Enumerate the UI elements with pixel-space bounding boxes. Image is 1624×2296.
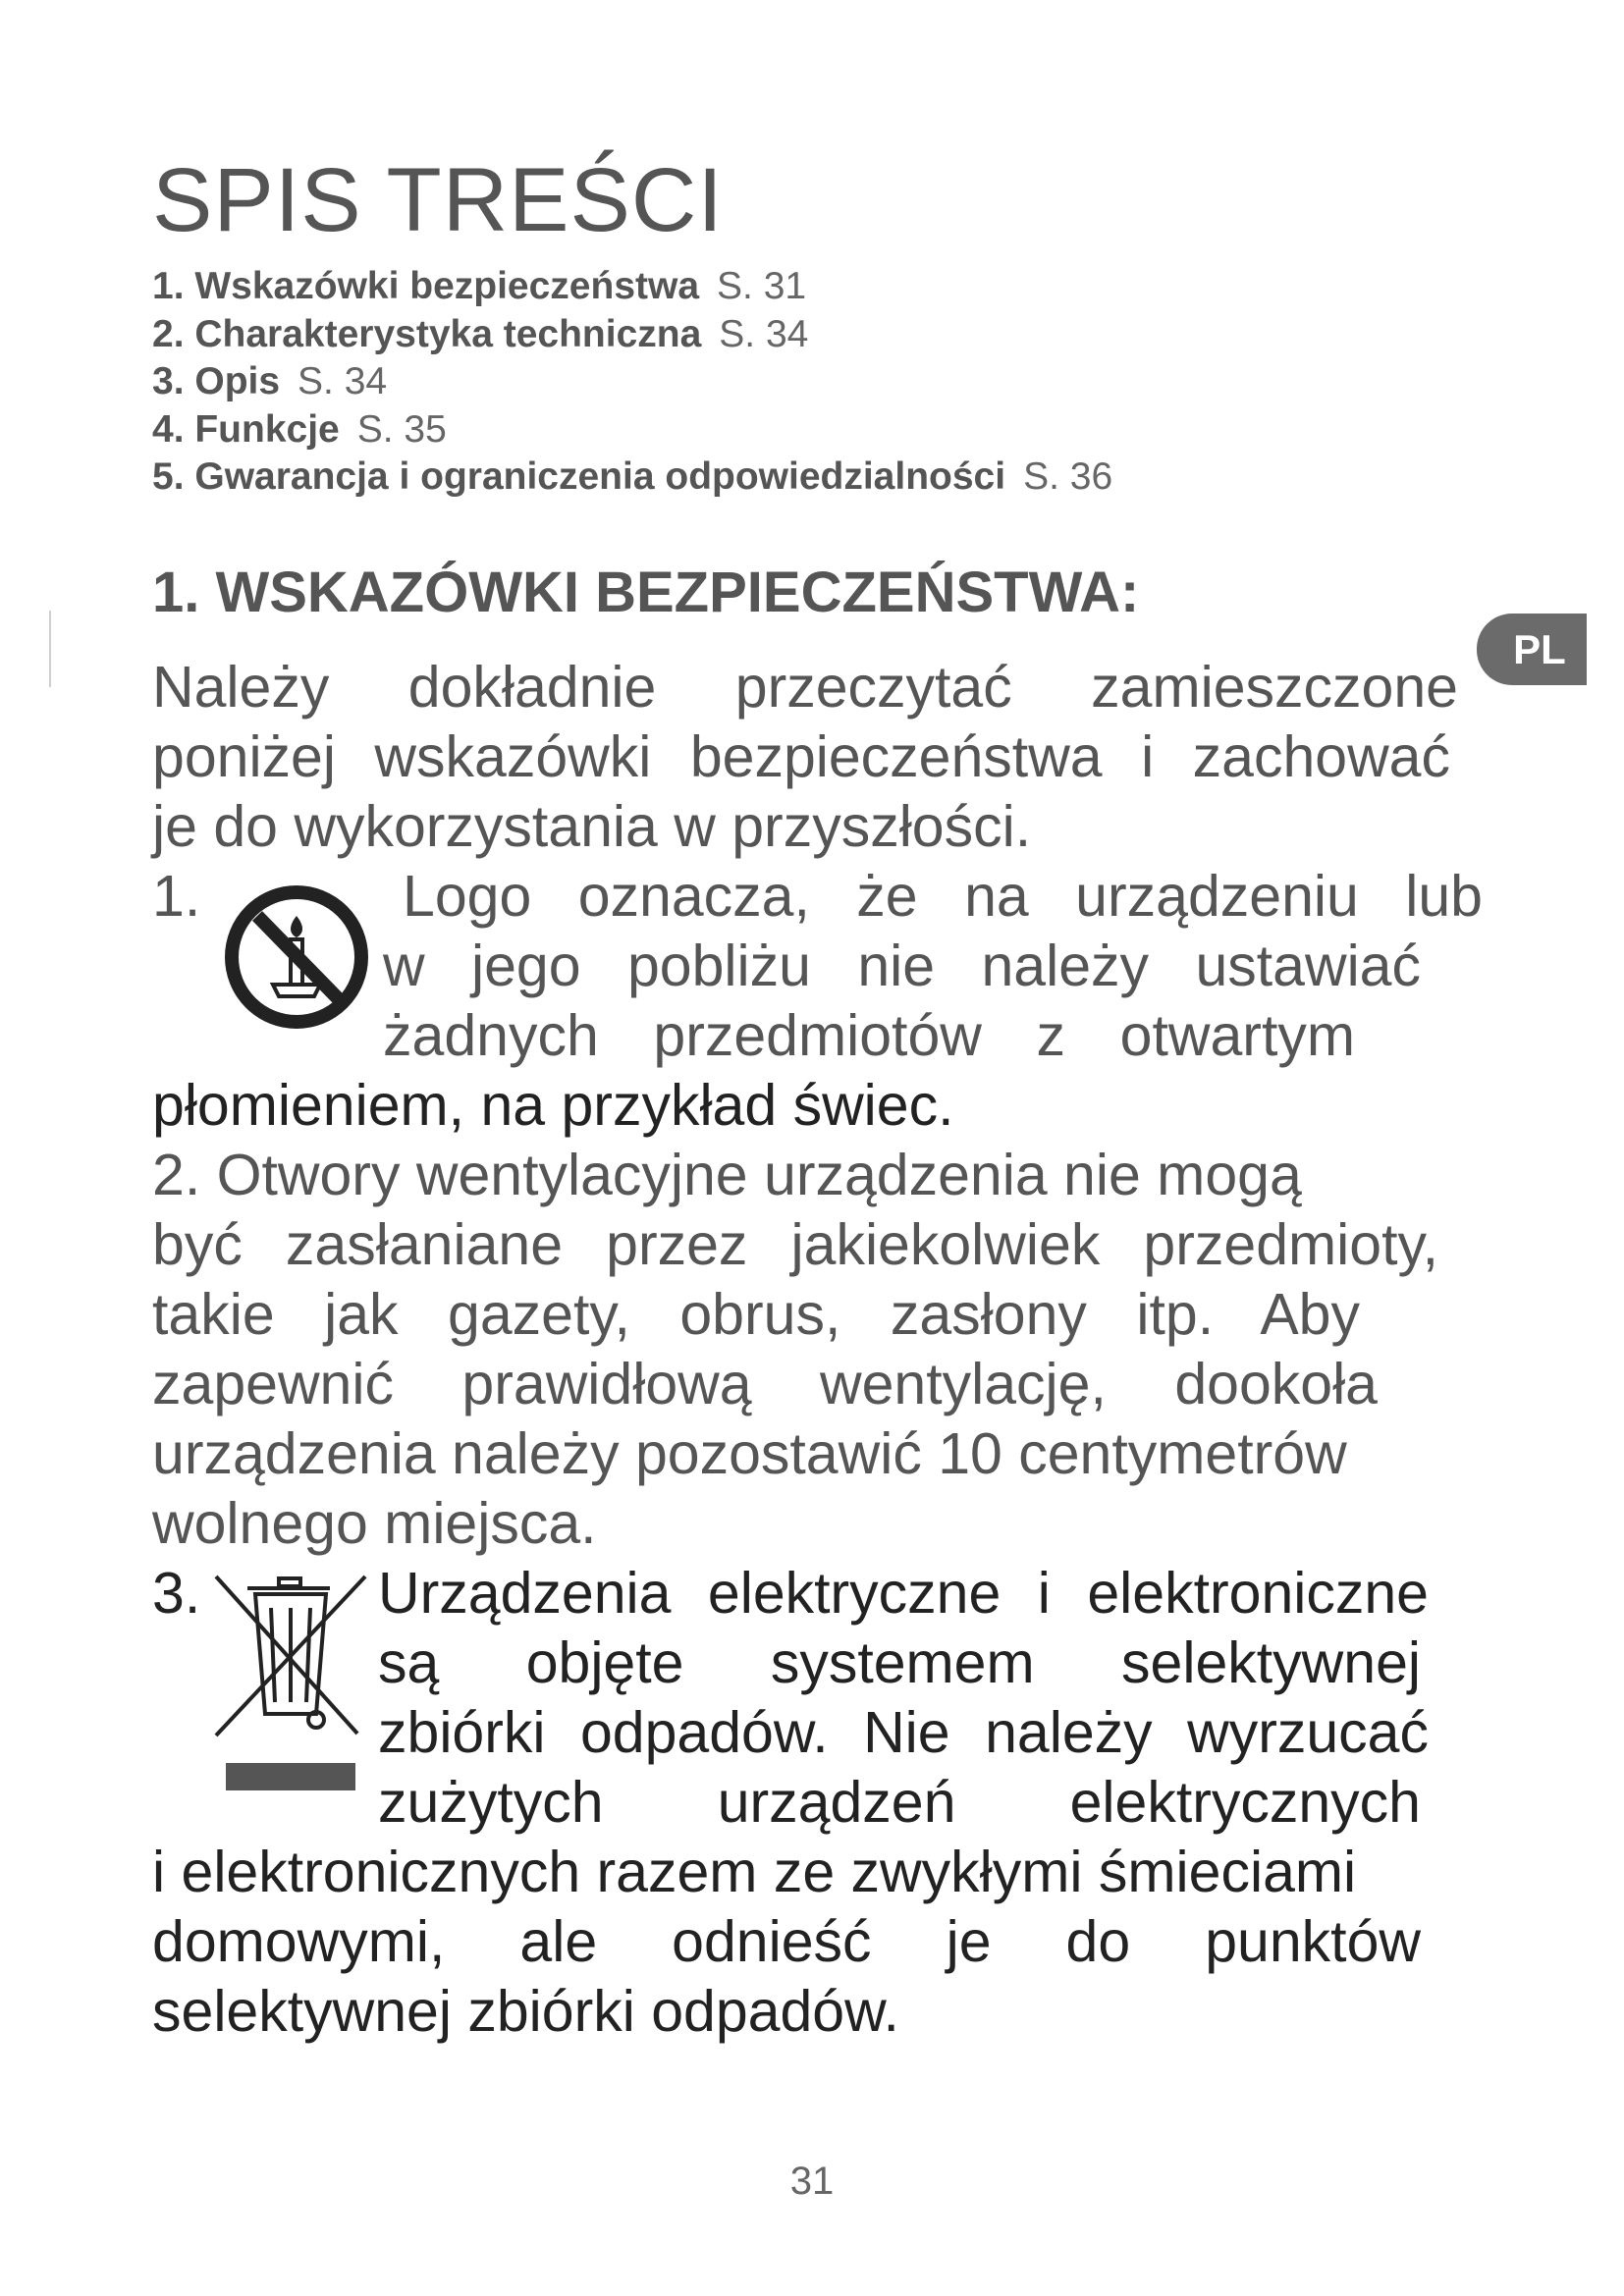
intro-line: je do wykorzystania w przyszłości. (152, 794, 1032, 859)
toc-item-page: S. 36 (1023, 455, 1113, 498)
item3-line: i elektronicznych razem ze zwykłymi śmieciami (152, 1840, 1357, 1904)
item2-line: urządzenia należy pozostawić 10 centymetrów (152, 1421, 1347, 1486)
toc-item-page: S. 31 (717, 265, 807, 307)
toc-item-page: S. 35 (356, 407, 447, 451)
toc-item[interactable] (152, 454, 1112, 502)
item3-line: zbiórki odpadów. Nie należy wyrzucać (378, 1700, 1429, 1765)
item2-line-wrap (152, 1280, 1360, 1350)
crossed-out-wheelie-bin-icon (208, 1569, 373, 1802)
item3-line: Urządzenia elektryczne i elektroniczne (378, 1561, 1429, 1626)
item2-line: zapewnić prawidłową wentylację, dookoła (152, 1352, 1378, 1416)
item3-line: selektywnej zbiórki odpadów. (152, 1979, 899, 2044)
item2-line: być zasłaniane przez jakiekolwiek przedmioty, (152, 1212, 1438, 1277)
toc-item-page: S. 34 (719, 312, 809, 355)
no-open-flame-icon (218, 879, 375, 1036)
item3-line: zużytych urządzeń elektrycznych (378, 1770, 1421, 1835)
item2-line-wrap (152, 1419, 1347, 1559)
margin-divider (49, 611, 51, 687)
item1-line: płomieniem, na przykład świec. (152, 1073, 954, 1138)
item2-line: takie jak gazety, obrus, zasłony itp. Aby (152, 1282, 1360, 1347)
item3-line: domowymi, ale odnieść je do punktów (152, 1909, 1421, 1974)
toc-item[interactable] (152, 406, 1112, 454)
intro-line: Należy dokładnie przeczytać zamieszczone (152, 655, 1458, 720)
intro-line: poniżej wskazówki bezpieczeństwa i zachować (152, 724, 1450, 789)
intro-paragraph (152, 653, 1458, 722)
toc-item-page: S. 34 (298, 360, 388, 402)
intro-paragraph (152, 722, 1450, 792)
item1-line: żadnych przedmiotów z otwartym (383, 1003, 1355, 1068)
toc-item-label: 3. Opis (152, 360, 281, 402)
item2-paragraph (152, 1141, 1438, 1280)
toc-item-label: 5. Gwarancja i ograniczenia odpowiedzialności (152, 455, 1006, 498)
item2-line: 2. Otwory wentylacyjne urządzenia nie mogą (152, 1143, 1302, 1207)
toc-item[interactable] (152, 311, 1112, 359)
section-heading: 1. WSKAZÓWKI BEZPIECZEŃSTWA: (152, 561, 1140, 624)
item2-line-wrap (152, 1350, 1378, 1419)
page-number: 31 (789, 2160, 835, 2203)
toc-item[interactable] (152, 263, 1112, 311)
toc-item[interactable] (152, 358, 1112, 406)
table-of-contents (152, 263, 1112, 502)
item-number: 1. (152, 864, 201, 929)
item-number: 3. (152, 1561, 201, 1626)
page-title: SPIS TREŚCI (152, 150, 724, 250)
item3-line: są objęte systemem selektywnej (378, 1630, 1421, 1695)
toc-item-label: 2. Charakterystyka techniczna (152, 312, 702, 355)
item1-line: w jego pobliżu nie należy ustawiać (383, 934, 1421, 998)
language-tab: PL (1477, 614, 1587, 685)
item3-paragraph (152, 1838, 1438, 2047)
item2-line: wolnego miejsca. (152, 1491, 597, 1556)
item1-line: Logo oznacza, że na urządzeniu lub (403, 864, 1483, 929)
toc-item-label: 4. Funkcje (152, 407, 340, 451)
toc-item-label: 1. Wskazówki bezpieczeństwa (152, 265, 700, 307)
intro-paragraph (152, 792, 1031, 862)
